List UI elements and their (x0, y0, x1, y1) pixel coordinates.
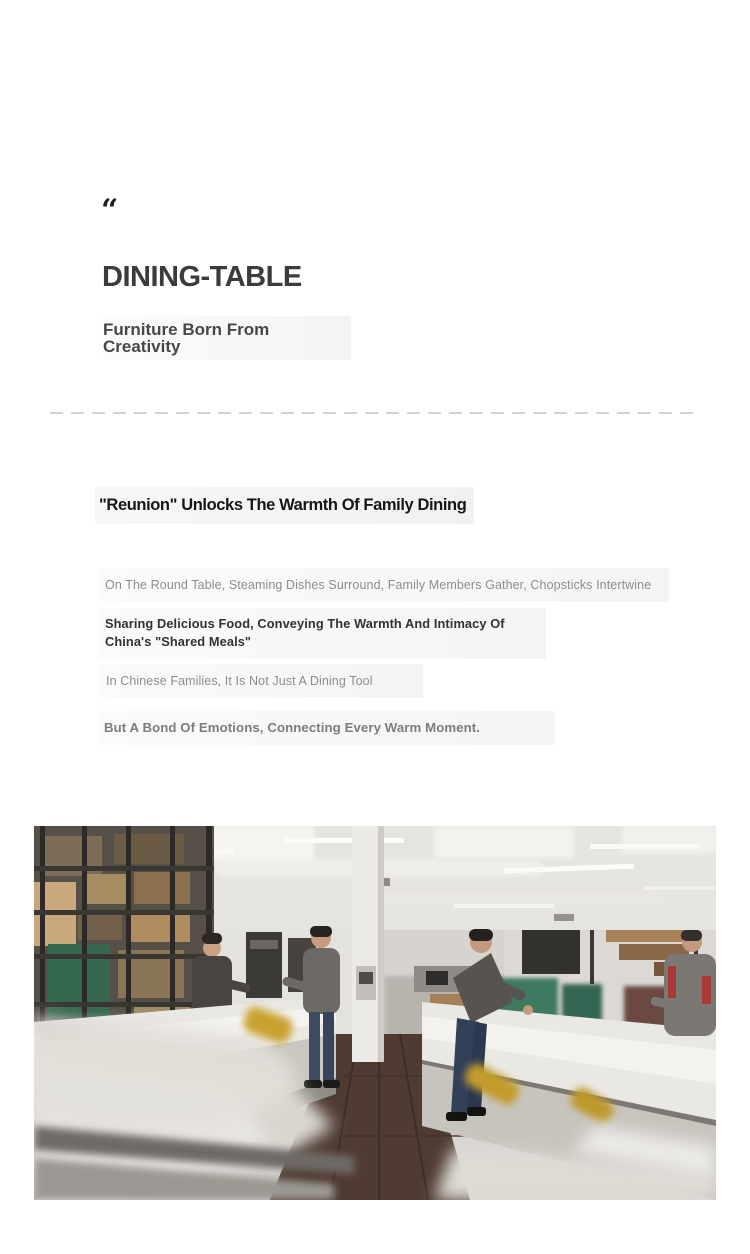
section-heading: "Reunion" Unlocks The Warmth Of Family Dining (99, 496, 467, 514)
page-subtitle: Furniture Born From Creativity (103, 320, 270, 356)
page-title: DINING-TABLE (102, 261, 302, 293)
paragraph-text: Sharing Delicious Food, Conveying The Warmth And Intimacy Of China's "Shared Meals" (105, 616, 505, 649)
factory-photo-illustration (34, 826, 716, 1200)
paragraph-row (99, 664, 423, 698)
paragraph-text: On The Round Table, Steaming Dishes Surround, Family Members Gather, Chopsticks Intertwine (105, 578, 652, 592)
photo-column (352, 826, 384, 1062)
paragraph-row (99, 711, 555, 745)
paragraph-text: But A Bond Of Emotions, Connecting Every Warm Moment. (104, 720, 481, 735)
factory-photo (34, 826, 716, 1200)
paragraph-row (99, 568, 669, 602)
paragraph-text: In Chinese Families, It Is Not Just A Dining Tool (106, 674, 373, 688)
dashed-divider (50, 412, 700, 414)
section-heading-highlight (95, 487, 474, 524)
paragraph-row (99, 608, 546, 659)
quote-icon: “ (101, 193, 119, 228)
